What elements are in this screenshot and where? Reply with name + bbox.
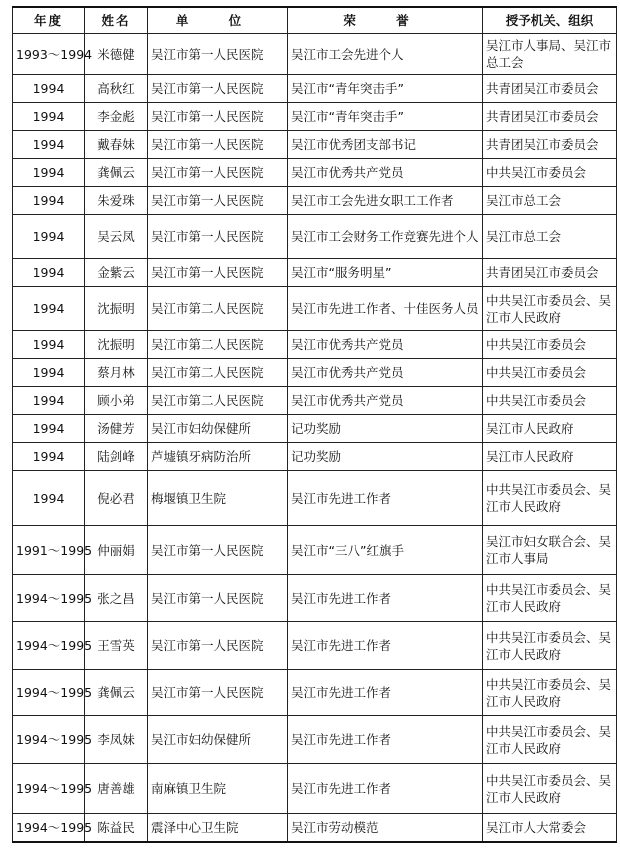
cell-org: 共青团吴江市委员会	[483, 131, 617, 159]
cell-name: 龚佩云	[85, 159, 148, 187]
cell-honor: 吴江市工会先进女职工工作者	[288, 187, 483, 215]
cell-honor: 吴江市劳动模范	[288, 814, 483, 842]
cell-org: 吴江市总工会	[483, 187, 617, 215]
cell-honor: 吴江市优秀共产党员	[288, 387, 483, 415]
cell-unit: 吴江市第一人民医院	[148, 622, 288, 670]
cell-honor: 吴江市先进工作者	[288, 764, 483, 814]
cell-unit: 吴江市第二人民医院	[148, 331, 288, 359]
table-row	[13, 215, 617, 259]
cell-org: 吴江市人民政府	[483, 415, 617, 443]
table-row	[13, 716, 617, 764]
cell-unit: 吴江市第一人民医院	[148, 131, 288, 159]
cell-honor: 吴江市“青年突击手”	[288, 103, 483, 131]
cell-unit: 吴江市妇幼保健所	[148, 415, 288, 443]
cell-org: 共青团吴江市委员会	[483, 103, 617, 131]
cell-name: 王雪英	[85, 622, 148, 670]
table-row	[13, 814, 617, 842]
header-name: 姓名	[85, 7, 148, 34]
cell-name: 顾小弟	[85, 387, 148, 415]
table-row	[13, 471, 617, 526]
cell-org: 吴江市人民政府	[483, 443, 617, 471]
cell-unit: 吴江市第一人民医院	[148, 670, 288, 716]
table-row	[13, 34, 617, 75]
cell-year: 1994	[13, 415, 85, 443]
table-body	[13, 34, 617, 842]
cell-year: 1994	[13, 443, 85, 471]
cell-year: 1994～1995	[13, 622, 85, 670]
table-row	[13, 575, 617, 622]
cell-year: 1994	[13, 259, 85, 287]
table-row	[13, 287, 617, 331]
cell-honor: 吴江市优秀团支部书记	[288, 131, 483, 159]
cell-name: 李金彪	[85, 103, 148, 131]
cell-year: 1994	[13, 331, 85, 359]
cell-honor: 吴江市优秀共产党员	[288, 331, 483, 359]
table-row	[13, 622, 617, 670]
cell-org: 吴江市人大常委会	[483, 814, 617, 842]
cell-honor: 吴江市先进工作者	[288, 622, 483, 670]
cell-name: 朱爱珠	[85, 187, 148, 215]
table-row	[13, 75, 617, 103]
cell-honor: 吴江市优秀共产党员	[288, 359, 483, 387]
cell-name: 仲丽娟	[85, 526, 148, 575]
table-row	[13, 764, 617, 814]
cell-org: 吴江市妇女联合会、吴江市人事局	[483, 526, 617, 575]
cell-year: 1994	[13, 187, 85, 215]
honors-table	[12, 6, 617, 843]
cell-unit: 芦墟镇牙病防治所	[148, 443, 288, 471]
table-row	[13, 259, 617, 287]
table-row	[13, 187, 617, 215]
cell-name: 蔡月林	[85, 359, 148, 387]
cell-honor: 吴江市先进工作者	[288, 716, 483, 764]
cell-year: 1994	[13, 159, 85, 187]
table-row	[13, 359, 617, 387]
cell-unit: 吴江市第一人民医院	[148, 103, 288, 131]
table-row	[13, 443, 617, 471]
cell-year: 1993～1994	[13, 34, 85, 75]
cell-name: 汤健芳	[85, 415, 148, 443]
cell-name: 金紫云	[85, 259, 148, 287]
table-row	[13, 131, 617, 159]
cell-name: 李凤妹	[85, 716, 148, 764]
cell-name: 沈振明	[85, 331, 148, 359]
table-row	[13, 103, 617, 131]
cell-name: 高秋红	[85, 75, 148, 103]
cell-honor: 吴江市优秀共产党员	[288, 159, 483, 187]
cell-honor: 吴江市“服务明星”	[288, 259, 483, 287]
table-row	[13, 331, 617, 359]
cell-unit: 吴江市第一人民医院	[148, 575, 288, 622]
cell-year: 1994	[13, 131, 85, 159]
cell-org: 吴江市人事局、吴江市总工会	[483, 34, 617, 75]
table-row	[13, 670, 617, 716]
cell-year: 1991～1995	[13, 526, 85, 575]
header-year: 年度	[13, 7, 85, 34]
cell-unit: 吴江市第一人民医院	[148, 526, 288, 575]
cell-year: 1994～1995	[13, 716, 85, 764]
cell-year: 1994～1995	[13, 764, 85, 814]
cell-unit: 吴江市第一人民医院	[148, 159, 288, 187]
cell-name: 陆剑峰	[85, 443, 148, 471]
cell-year: 1994	[13, 287, 85, 331]
cell-org: 中共吴江市委员会、吴江市人民政府	[483, 575, 617, 622]
cell-unit: 吴江市第一人民医院	[148, 215, 288, 259]
cell-unit: 吴江市第一人民医院	[148, 75, 288, 103]
cell-org: 吴江市总工会	[483, 215, 617, 259]
cell-year: 1994～1995	[13, 670, 85, 716]
cell-unit: 吴江市第二人民医院	[148, 387, 288, 415]
cell-org: 共青团吴江市委员会	[483, 75, 617, 103]
cell-year: 1994	[13, 359, 85, 387]
cell-name: 龚佩云	[85, 670, 148, 716]
header-honor: 荣 誉	[288, 7, 483, 34]
cell-year: 1994～1995	[13, 575, 85, 622]
table-row	[13, 526, 617, 575]
cell-year: 1994	[13, 387, 85, 415]
cell-org: 中共吴江市委员会	[483, 159, 617, 187]
cell-unit: 吴江市妇幼保健所	[148, 716, 288, 764]
cell-org: 中共吴江市委员会、吴江市人民政府	[483, 670, 617, 716]
cell-honor: 吴江市先进工作者、十佳医务人员	[288, 287, 483, 331]
cell-honor: 吴江市先进工作者	[288, 575, 483, 622]
cell-year: 1994	[13, 103, 85, 131]
cell-unit: 震泽中心卫生院	[148, 814, 288, 842]
cell-name: 戴春妹	[85, 131, 148, 159]
cell-honor: 吴江市工会财务工作竞赛先进个人	[288, 215, 483, 259]
cell-name: 倪必君	[85, 471, 148, 526]
cell-year: 1994～1995	[13, 814, 85, 842]
cell-honor: 记功奖励	[288, 443, 483, 471]
cell-unit: 吴江市第二人民医院	[148, 359, 288, 387]
cell-name: 唐善雄	[85, 764, 148, 814]
cell-unit: 吴江市第一人民医院	[148, 187, 288, 215]
cell-org: 共青团吴江市委员会	[483, 259, 617, 287]
cell-name: 陈益民	[85, 814, 148, 842]
cell-unit: 吴江市第一人民医院	[148, 259, 288, 287]
cell-honor: 吴江市“青年突击手”	[288, 75, 483, 103]
header-org: 授予机关、组织	[483, 7, 617, 34]
cell-year: 1994	[13, 471, 85, 526]
cell-honor: 吴江市“三八”红旗手	[288, 526, 483, 575]
cell-org: 中共吴江市委员会、吴江市人民政府	[483, 764, 617, 814]
cell-unit: 吴江市第一人民医院	[148, 34, 288, 75]
table-header-row	[13, 7, 617, 34]
cell-year: 1994	[13, 215, 85, 259]
cell-org: 中共吴江市委员会、吴江市人民政府	[483, 471, 617, 526]
cell-unit: 梅堰镇卫生院	[148, 471, 288, 526]
cell-name: 沈振明	[85, 287, 148, 331]
table-row	[13, 415, 617, 443]
cell-org: 中共吴江市委员会、吴江市人民政府	[483, 716, 617, 764]
cell-org: 中共吴江市委员会	[483, 359, 617, 387]
cell-name: 张之昌	[85, 575, 148, 622]
cell-name: 吴云凤	[85, 215, 148, 259]
cell-honor: 吴江市先进工作者	[288, 670, 483, 716]
cell-name: 米德健	[85, 34, 148, 75]
cell-org: 中共吴江市委员会、吴江市人民政府	[483, 287, 617, 331]
cell-unit: 吴江市第二人民医院	[148, 287, 288, 331]
table-row	[13, 159, 617, 187]
cell-honor: 吴江市工会先进个人	[288, 34, 483, 75]
cell-honor: 吴江市先进工作者	[288, 471, 483, 526]
table-row	[13, 387, 617, 415]
cell-year: 1994	[13, 75, 85, 103]
cell-unit: 南麻镇卫生院	[148, 764, 288, 814]
cell-org: 中共吴江市委员会	[483, 331, 617, 359]
cell-org: 中共吴江市委员会	[483, 387, 617, 415]
cell-org: 中共吴江市委员会、吴江市人民政府	[483, 622, 617, 670]
cell-honor: 记功奖励	[288, 415, 483, 443]
header-unit: 单 位	[148, 7, 288, 34]
